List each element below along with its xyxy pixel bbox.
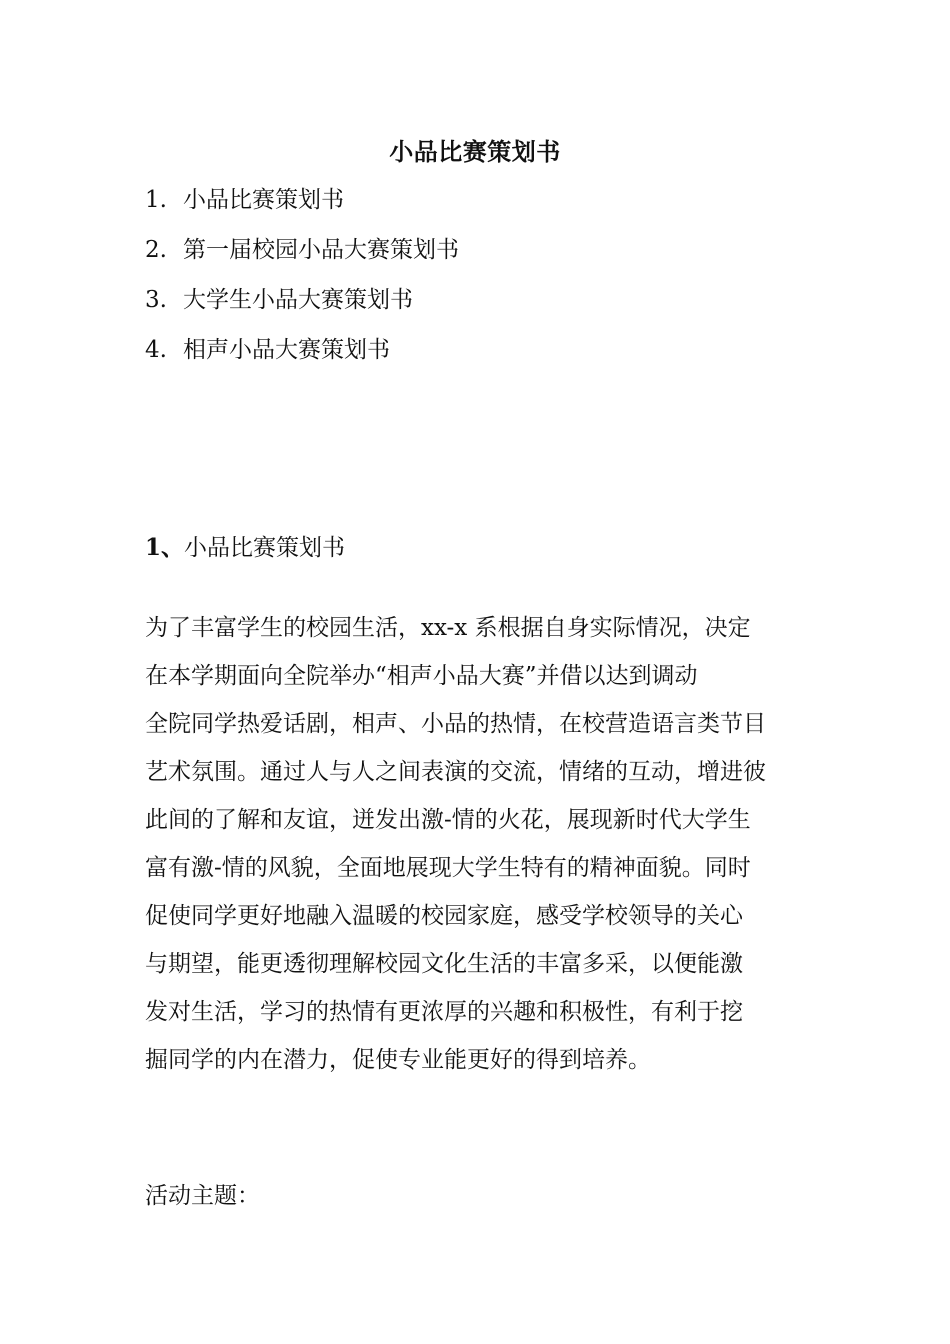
- section-title: 小品比赛策划书: [184, 535, 346, 561]
- paragraph-line: 促使同学更好地融入温暖的校园家庭，感受学校领导的关心: [145, 903, 743, 929]
- toc-item-label: 大学生小品大赛策划书: [183, 287, 413, 313]
- paragraph-line: 艺术氛围。通过人与人之间表演的交流，情绪的互动，增进彼: [145, 759, 766, 785]
- paragraph-line: 全院同学热爱话剧，相声、小品的热情，在校营造语言类节目: [145, 711, 766, 737]
- paragraph-line: 在本学期面向全院举办“相声小品大赛”并借以达到调动: [145, 663, 698, 689]
- paragraph-line: 此间的了解和友谊，迸发出激-情的火花，展现新时代大学生: [145, 807, 751, 833]
- toc-item-number: 4.: [145, 337, 167, 363]
- table-of-contents: [145, 184, 459, 384]
- toc-item-number: 3.: [145, 287, 167, 313]
- activity-theme-heading: 活动主题：: [145, 1183, 260, 1209]
- paragraph-line: 发对生活，学习的热情有更浓厚的兴趣和积极性，有利于挖: [145, 999, 743, 1025]
- section-number: 1、: [145, 534, 185, 561]
- toc-item: [145, 334, 459, 384]
- paragraph-line: 富有激-情的风貌，全面地展现大学生特有的精神面貌。同时: [145, 855, 751, 881]
- paragraph-line: 掘同学的内在潜力，促使专业能更好的得到培养。: [145, 1047, 651, 1073]
- toc-item-label: 相声小品大赛策划书: [183, 337, 390, 363]
- paragraph-line: 为了丰富学生的校园生活，xx-x 系根据自身实际情况，决定: [145, 615, 751, 641]
- section-paragraph: [145, 604, 810, 1084]
- toc-item: [145, 184, 459, 234]
- section-heading: [145, 532, 345, 564]
- document-title: 小品比赛策划书: [389, 137, 561, 166]
- toc-item-label: 小品比赛策划书: [183, 187, 344, 213]
- toc-item-label: 第一届校园小品大赛策划书: [183, 237, 459, 263]
- toc-item: [145, 284, 459, 334]
- paragraph-line: 与期望，能更透彻理解校园文化生活的丰富多采，以便能激: [145, 951, 743, 977]
- toc-item: [145, 234, 459, 284]
- toc-item-number: 1.: [145, 187, 167, 213]
- toc-item-number: 2.: [145, 237, 167, 263]
